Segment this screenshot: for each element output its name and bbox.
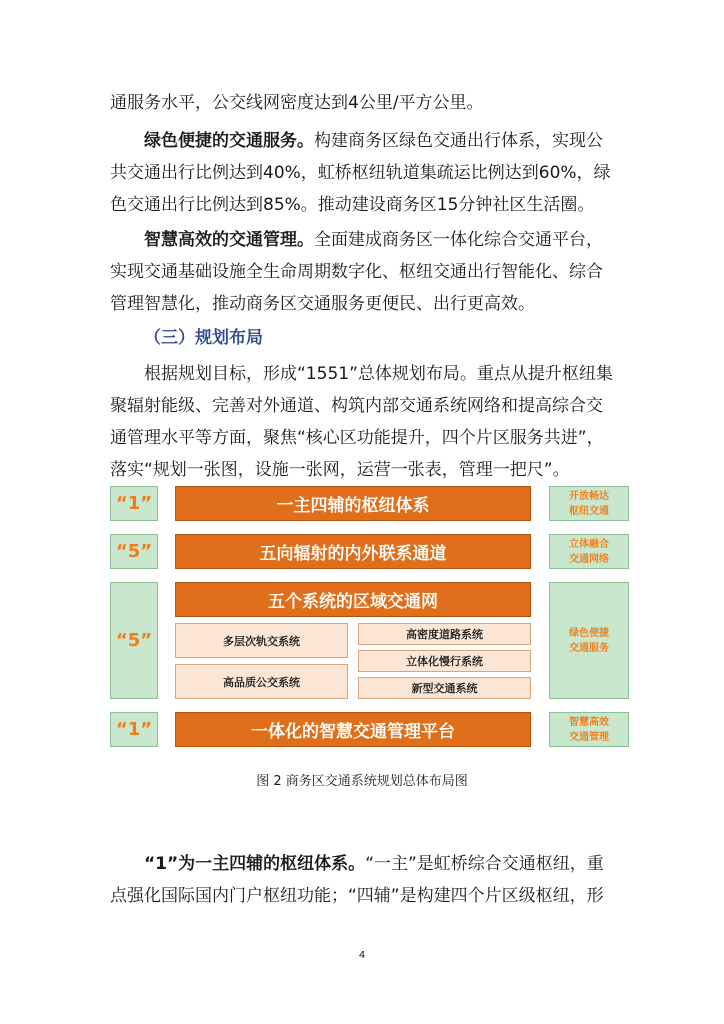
figure-caption: 图 2 商务区交通系统规划总体布局图 (256, 774, 468, 789)
row-1-side (549, 486, 629, 521)
page-number: 4 (358, 950, 366, 961)
paragraph-1: 通服务水平，公交线网密度达到4公里/平方公里。 (110, 93, 484, 113)
row-1-tag: “1” (110, 486, 158, 521)
row-3-sub-left-2: 高品质公交系统 (175, 664, 348, 699)
row-4-tag: “1” (110, 712, 158, 747)
row-2-tag: “5” (110, 534, 158, 569)
row-2-bar: 五向辐射的内外联系通道 (175, 534, 531, 569)
section-heading: （三）规划布局 (144, 328, 263, 348)
row-1-side-line-2: 枢纽交通 (569, 505, 609, 517)
row-3-tag: “5” (110, 582, 158, 699)
paragraph-5-lead: “1”为一主四辅的枢纽体系。 (144, 854, 366, 874)
paragraph-3-text: 全面建成商务区一体化综合交通平台，实现交通基础设施全生命周期数字化、枢纽交通出行智能化、综合管理智慧化，推动商务区交通服务更便民、出行更高效。 (110, 230, 603, 314)
row-2-side-line-2: 交通网络 (569, 553, 609, 565)
row-3-sub-left-1: 多层次轨交系统 (175, 623, 348, 658)
row-4-side-line-2: 交通管理 (569, 731, 609, 743)
row-4-bar: 一体化的智慧交通管理平台 (175, 712, 531, 747)
paragraph-2-text: 构建商务区绿色交通出行体系，实现公共交通出行比例达到40%，虹桥枢纽轨道集疏运比例达到60%，绿色交通出行比例达到85%。推动建设商务区15分钟社区生活圈。 (110, 131, 611, 215)
paragraph-5 (110, 848, 618, 912)
row-2-side (549, 534, 629, 569)
row-3-sub-right-1: 高密度道路系统 (358, 623, 531, 645)
paragraph-4: 根据规划目标，形成“1551”总体规划布局。重点从提升枢纽集聚辐射能级、完善对外通道、构筑内部交通系统网络和提高综合交通管理水平等方面，聚焦“核心区功能提升，四个片区服务共进”，落实“规划一张图，设施一张网，运营一张表，管理一把尺”。 (110, 364, 613, 480)
row-3-side-line-2: 交通服务 (569, 642, 609, 654)
paragraph-5-text: “一主”是虹桥综合交通枢纽，重点强化国际国内门户枢纽功能；“四辅”是构建四个片区级枢纽，形 (110, 854, 604, 906)
paragraph-3-lead: 智慧高效的交通管理。 (144, 230, 314, 250)
paragraph-2-lead: 绿色便捷的交通服务。 (144, 131, 314, 151)
row-3-bar: 五个系统的区域交通网 (175, 582, 531, 617)
row-4-side-line-1: 智慧高效 (569, 716, 609, 728)
row-3-sub-right-2: 立体化慢行系统 (358, 650, 531, 672)
paragraph-2 (110, 125, 618, 221)
row-3-side (549, 582, 629, 699)
row-1-side-line-1: 开放畅达 (569, 490, 609, 502)
row-3-sub-right-3: 新型交通系统 (358, 677, 531, 699)
row-1-bar: 一主四辅的枢纽体系 (175, 486, 531, 521)
row-2-side-line-1: 立体融合 (569, 538, 609, 550)
row-4-side (549, 712, 629, 747)
paragraph-3 (110, 224, 618, 320)
row-3-side-line-1: 绿色便捷 (569, 627, 609, 639)
